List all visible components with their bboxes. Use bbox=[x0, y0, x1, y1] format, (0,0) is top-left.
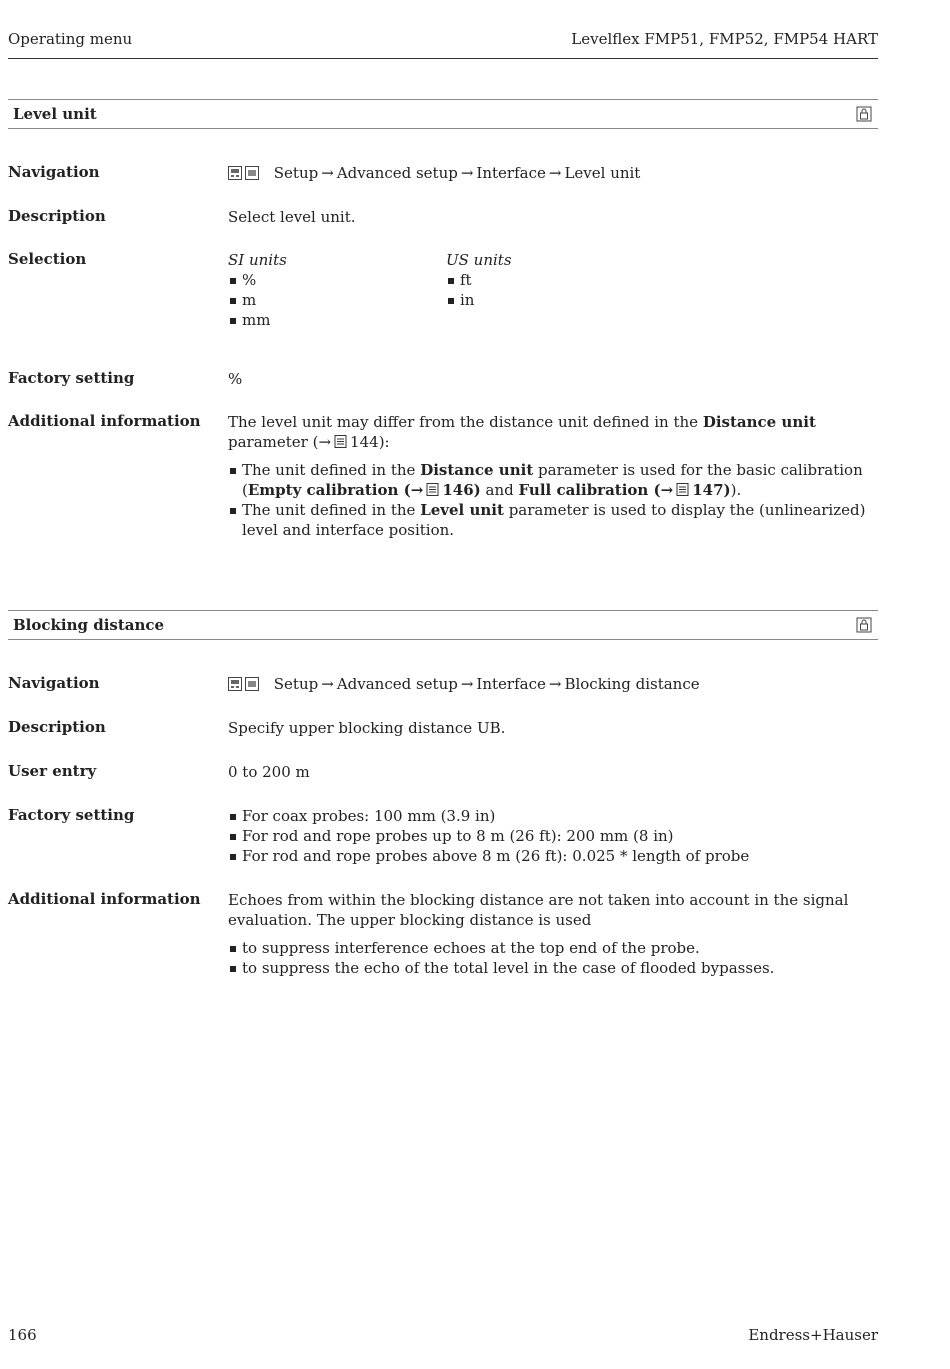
nav-step: Setup bbox=[273, 675, 319, 693]
list-item: For rod and rope probes up to 8 m (26 ft): 200 mm (8 in) bbox=[228, 826, 878, 846]
list-item: m bbox=[228, 290, 287, 310]
additional-info-text bbox=[228, 412, 878, 540]
brand-name: Endress+Hauser bbox=[748, 1326, 878, 1344]
section-title: Level unit bbox=[13, 105, 97, 123]
page-reference-link[interactable]: 144 bbox=[350, 433, 379, 451]
page-ref-icon bbox=[423, 481, 442, 499]
header-product-title: Levelflex FMP51, FMP52, FMP54 HART bbox=[571, 30, 878, 48]
description-text: Specify upper blocking distance UB. bbox=[228, 719, 506, 737]
list-item: mm bbox=[228, 310, 287, 330]
factory-setting-label: Factory setting bbox=[8, 806, 135, 824]
nav-step: Interface bbox=[476, 675, 546, 693]
page-number: 166 bbox=[8, 1326, 37, 1344]
navigation-path: Setup → Advanced setup → Interface → Level unit bbox=[228, 163, 878, 183]
page-ref-icon bbox=[673, 481, 692, 499]
page-reference-link[interactable]: 147) bbox=[692, 481, 731, 499]
additional-info-text bbox=[228, 890, 878, 978]
description-text: Select level unit. bbox=[228, 208, 356, 226]
us-units-column bbox=[446, 250, 512, 310]
us-units-title: US units bbox=[446, 251, 512, 269]
header-section-title: Operating menu bbox=[8, 30, 133, 48]
user-entry-value: 0 to 200 m bbox=[228, 763, 310, 781]
display-operation-icon bbox=[228, 677, 259, 691]
document-page bbox=[8, 0, 878, 1369]
navigation-label: Navigation bbox=[8, 163, 100, 181]
list-item: to suppress the echo of the total level in the case of flooded bypasses. bbox=[228, 958, 878, 978]
list-item: For rod and rope probes above 8 m (26 ft): 0.025 * length of probe bbox=[228, 846, 878, 866]
page-ref-icon bbox=[331, 433, 350, 451]
si-units-column bbox=[228, 250, 287, 330]
additional-info-label: Additional information bbox=[8, 412, 201, 430]
nav-step: Advanced setup bbox=[336, 164, 458, 182]
factory-setting-label: Factory setting bbox=[8, 369, 135, 387]
user-entry-label: User entry bbox=[8, 762, 97, 780]
description-label: Description bbox=[8, 718, 106, 736]
section-title: Blocking distance bbox=[13, 616, 165, 634]
page-reference-link[interactable]: 146) bbox=[442, 481, 481, 499]
list-item: in bbox=[446, 290, 512, 310]
list-item: ft bbox=[446, 270, 512, 290]
page-footer bbox=[8, 1326, 878, 1344]
nav-step: Interface bbox=[476, 164, 546, 182]
nav-step: Advanced setup bbox=[336, 675, 458, 693]
factory-setting-value: % bbox=[228, 370, 243, 388]
list-item: For coax probes: 100 mm (3.9 in) bbox=[228, 806, 878, 826]
list-item: to suppress interference echoes at the top end of the probe. bbox=[228, 938, 878, 958]
lock-icon bbox=[856, 106, 872, 122]
list-item: The unit defined in the Level unit parameter is used to display the (unlinearized) level and interface position. bbox=[228, 500, 878, 540]
section-header-blocking-distance bbox=[8, 610, 878, 640]
selection-label: Selection bbox=[8, 250, 87, 268]
nav-step: Blocking distance bbox=[564, 675, 700, 693]
nav-step: Level unit bbox=[564, 164, 641, 182]
section-header-level-unit bbox=[8, 99, 878, 129]
description-label: Description bbox=[8, 207, 106, 225]
factory-setting-list bbox=[228, 806, 878, 866]
list-item: The unit defined in the Distance unit parameter is used for the basic calibration (Empty calibration (→ 146) and Full calibration (→ 147)). bbox=[228, 460, 878, 500]
selection-values bbox=[228, 250, 878, 330]
navigation-path: Setup → Advanced setup → Interface → Blocking distance bbox=[228, 674, 878, 694]
info-paragraph: The level unit may differ from the distance unit defined in the Distance unit parameter (→ 144): bbox=[228, 413, 816, 451]
list-item: % bbox=[228, 270, 287, 290]
additional-info-label: Additional information bbox=[8, 890, 201, 908]
nav-step: Setup bbox=[273, 164, 319, 182]
running-header bbox=[8, 30, 878, 59]
navigation-label: Navigation bbox=[8, 674, 100, 692]
lock-icon bbox=[856, 617, 872, 633]
si-units-title: SI units bbox=[228, 251, 287, 269]
display-operation-icon bbox=[228, 166, 259, 180]
info-paragraph: Echoes from within the blocking distance are not taken into account in the signal evaluation. The upper blocking distance is used bbox=[228, 891, 849, 929]
